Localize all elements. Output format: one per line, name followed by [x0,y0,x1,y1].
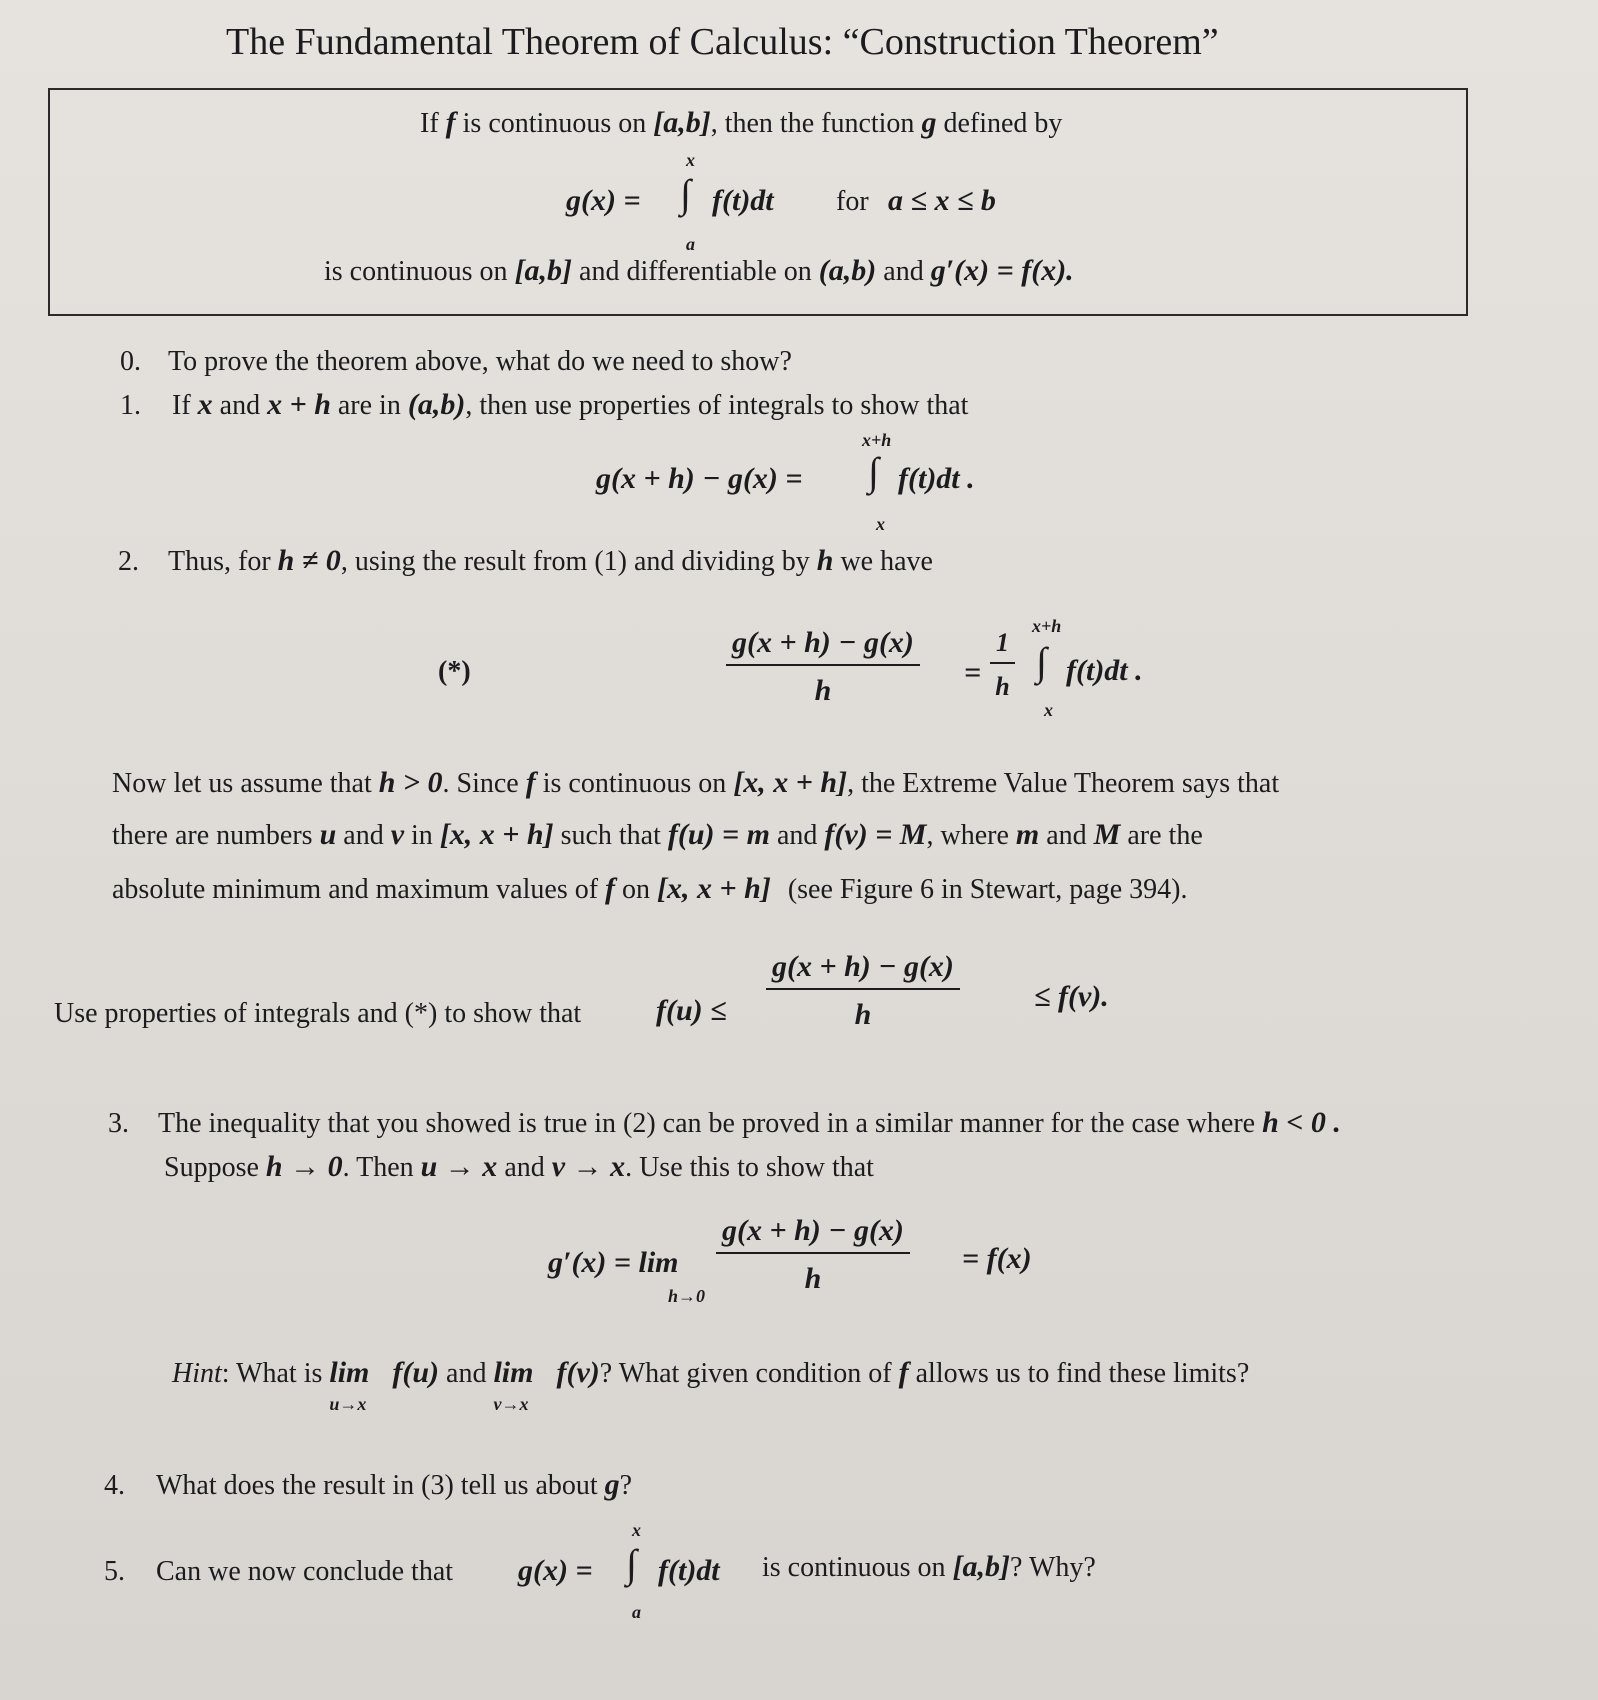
item-text: Thus, for [168,546,271,577]
math-h: h [816,544,834,577]
item-1 [120,388,968,422]
hint-text: allows us to find these limits? [915,1358,1250,1389]
item-4 [104,1468,632,1502]
theorem-line-3 [324,254,1074,288]
theorem-text: is continuous on [462,108,647,139]
paragraph-text: and [343,820,384,851]
limit-subscript: v→x [493,1394,529,1414]
item-text: What does the result in (3) tell us about [156,1470,598,1501]
integral-sign-icon: ∫ [626,1541,637,1586]
item-text: ? Why? [1010,1552,1096,1583]
item-5 [104,1556,453,1588]
math-u: u [319,818,337,851]
integral-lower-limit: a [686,234,695,254]
formula-for: for [836,186,869,217]
math-M: M [1093,818,1121,851]
math-interval: (a,b) [818,254,877,287]
equals-sign: = [964,656,982,689]
paragraph-line-1 [112,766,1279,800]
theorem-text: is continuous on [324,256,508,287]
integral-sign-icon: ∫ [680,171,691,216]
item-2 [118,544,933,578]
math-f: f [898,1356,909,1389]
inequality-rhs: ≤ f(v). [1034,980,1109,1013]
paragraph-text: on [622,874,651,905]
star-fraction [726,626,920,708]
item-number: 2. [118,546,139,577]
math-interval: [a,b] [653,106,711,139]
fraction-numerator: g(x + h) − g(x) [716,1214,910,1254]
limit-subscript: h→0 [668,1286,706,1306]
math-x: x [197,388,213,421]
math-interval: [a,b] [952,1550,1011,1583]
paragraph-text: absolute minimum and maximum values of [112,874,599,905]
item-text: If [172,390,191,421]
item-3-line-2 [164,1150,874,1184]
theorem-text: , then the function [710,108,915,139]
item-text: . Then [342,1152,414,1183]
item-text: , then use properties of integrals to show that [465,390,969,421]
math-x-plus-h: x + h [267,388,331,421]
math-f: f [525,766,536,799]
integral-lower-limit: x [1044,700,1053,720]
integral-sign-icon: ∫ [1036,639,1047,684]
item-number: 3. [108,1108,129,1139]
theorem-box [48,88,1468,316]
integrand: f(t)dt [712,184,774,217]
paragraph-text: and [1046,820,1087,851]
item-text: are in [337,390,401,421]
math-h-to-0: h → 0 [265,1150,343,1183]
paragraph-text: in [411,820,433,851]
math-g: g [921,106,937,139]
hint-text: and [446,1358,487,1389]
inequality-lhs: f(u) ≤ [656,994,727,1027]
item-text: ? [619,1470,633,1501]
star-equation [726,616,1196,726]
integrand: f(t)dt . [898,462,975,495]
fraction-denominator: h [995,672,1010,701]
hint-line [172,1356,1249,1426]
limit-v [493,1356,549,1414]
paragraph-text: , where [926,820,1009,851]
math-condition: h > 0 [378,766,443,799]
fraction-numerator: g(x + h) − g(x) [726,626,920,666]
limit-word: lim [329,1356,370,1389]
math-fv: f(v) [556,1356,600,1389]
math-fv-equals-M: f(v) = M [824,818,927,851]
item-text: . Use this to show that [625,1152,874,1183]
paragraph-text: Now let us assume that [112,768,372,799]
integral-sign-icon: ∫ [868,449,879,494]
math-u-to-x: u → x [420,1150,498,1183]
equation-label: (*) [438,656,471,687]
math-interval: [x, x + h] [733,766,848,799]
hint-text: : What is [221,1358,323,1389]
paragraph-text: is continuous on [542,768,727,799]
paragraph-text: (see Figure 6 in Stewart, page 394). [787,874,1188,905]
theorem-text: and [883,256,924,287]
paragraph-text: , the Extreme Value Theorem says that [847,768,1280,799]
limit-fraction [716,1214,910,1296]
item-number: 0. [120,346,141,377]
math-interval: [a,b] [514,254,573,287]
hint-label: Hint [172,1358,222,1389]
integral-upper-limit: x+h [862,430,892,450]
formula-lhs: g(x) = [566,184,641,217]
coefficient-fraction [990,628,1015,702]
theorem-text: defined by [943,108,1063,139]
inequality-fraction [766,950,960,1032]
integral-lower-limit: x [876,514,885,534]
math-condition: h ≠ 0 [277,544,341,577]
item-number: 1. [120,390,141,421]
paragraph-line-2 [112,818,1203,852]
math-interval: [x, x + h] [439,818,554,851]
math-g: g [604,1468,620,1501]
math-interval: (a,b) [407,388,466,421]
limit-word: lim [493,1356,534,1389]
integral-upper-limit: x [686,150,695,170]
math-fu: f(u) [392,1356,440,1389]
math-v-to-x: v → x [551,1150,626,1183]
integral-lower-limit: a [632,1602,641,1622]
paragraph-text: such that [560,820,661,851]
item-text: Suppose [164,1152,259,1183]
item-text: is continuous on [762,1552,946,1583]
fraction-numerator: g(x + h) − g(x) [766,950,960,990]
limit-u [329,1356,385,1414]
math-fu-equals-m: f(u) = m [667,818,770,851]
item-number: 4. [104,1470,125,1501]
fraction-numerator: 1 [990,628,1015,664]
item-3-line-1 [108,1106,1341,1140]
item-text: The inequality that you showed is true in (2) can be proved in a similar manner for the case where [158,1108,1256,1139]
item-text: Can we now conclude that [156,1556,454,1587]
paragraph-text: and [776,820,818,851]
inequality [656,950,1156,1060]
integrand: f(t)dt [658,1554,720,1587]
theorem-text: If [420,108,439,139]
math-f: f [605,872,616,905]
item-1-formula [596,426,1016,536]
item-text: and [504,1152,545,1183]
formula-lhs: g(x + h) − g(x) = [596,462,803,495]
formula-condition: a ≤ x ≤ b [888,184,996,217]
formula-lhs: g′(x) = lim [548,1246,679,1279]
integrand: f(t)dt . [1066,654,1143,687]
item-5-tail [762,1550,1096,1584]
item-number: 5. [104,1556,125,1587]
math-m: m [1015,818,1040,851]
item-text: , using the result from (1) and dividing by [340,546,810,577]
math-interval: [x, x + h] [657,872,771,905]
paragraph-line-3 [112,872,1187,906]
math-f: f [445,106,456,139]
fraction-denominator: h [814,674,832,707]
inequality-prompt: Use properties of integrals and (*) to show that [54,998,582,1029]
integral-upper-limit: x [632,1520,641,1540]
paragraph-text: there are numbers [112,820,313,851]
formula-lhs: g(x) = [518,1554,593,1587]
item-3-formula [548,1204,1088,1314]
hint-text: ? What given condition of [599,1358,892,1389]
formula-rhs: = f(x) [962,1242,1032,1275]
page-title: The Fundamental Theorem of Calculus: “Construction Theorem” [226,21,1219,63]
item-text: and [219,390,261,421]
item-0 [120,346,792,378]
integral-upper-limit: x+h [1032,616,1062,636]
theorem-line-1 [420,106,1062,140]
fraction-denominator: h [854,998,872,1031]
item-text: To prove the theorem above, what do we need to show? [168,346,792,377]
paragraph-text: are the [1127,820,1203,851]
theorem-text: and differentiable on [579,256,812,287]
limit-subscript: u→x [329,1394,367,1414]
math-v: v [390,818,405,851]
item-text: we have [840,546,933,577]
math-condition: h < 0 . [1262,1106,1341,1139]
paragraph-text: . Since [442,768,519,799]
math-conclusion: g′(x) = f(x). [930,254,1074,287]
fraction-denominator: h [804,1262,822,1295]
